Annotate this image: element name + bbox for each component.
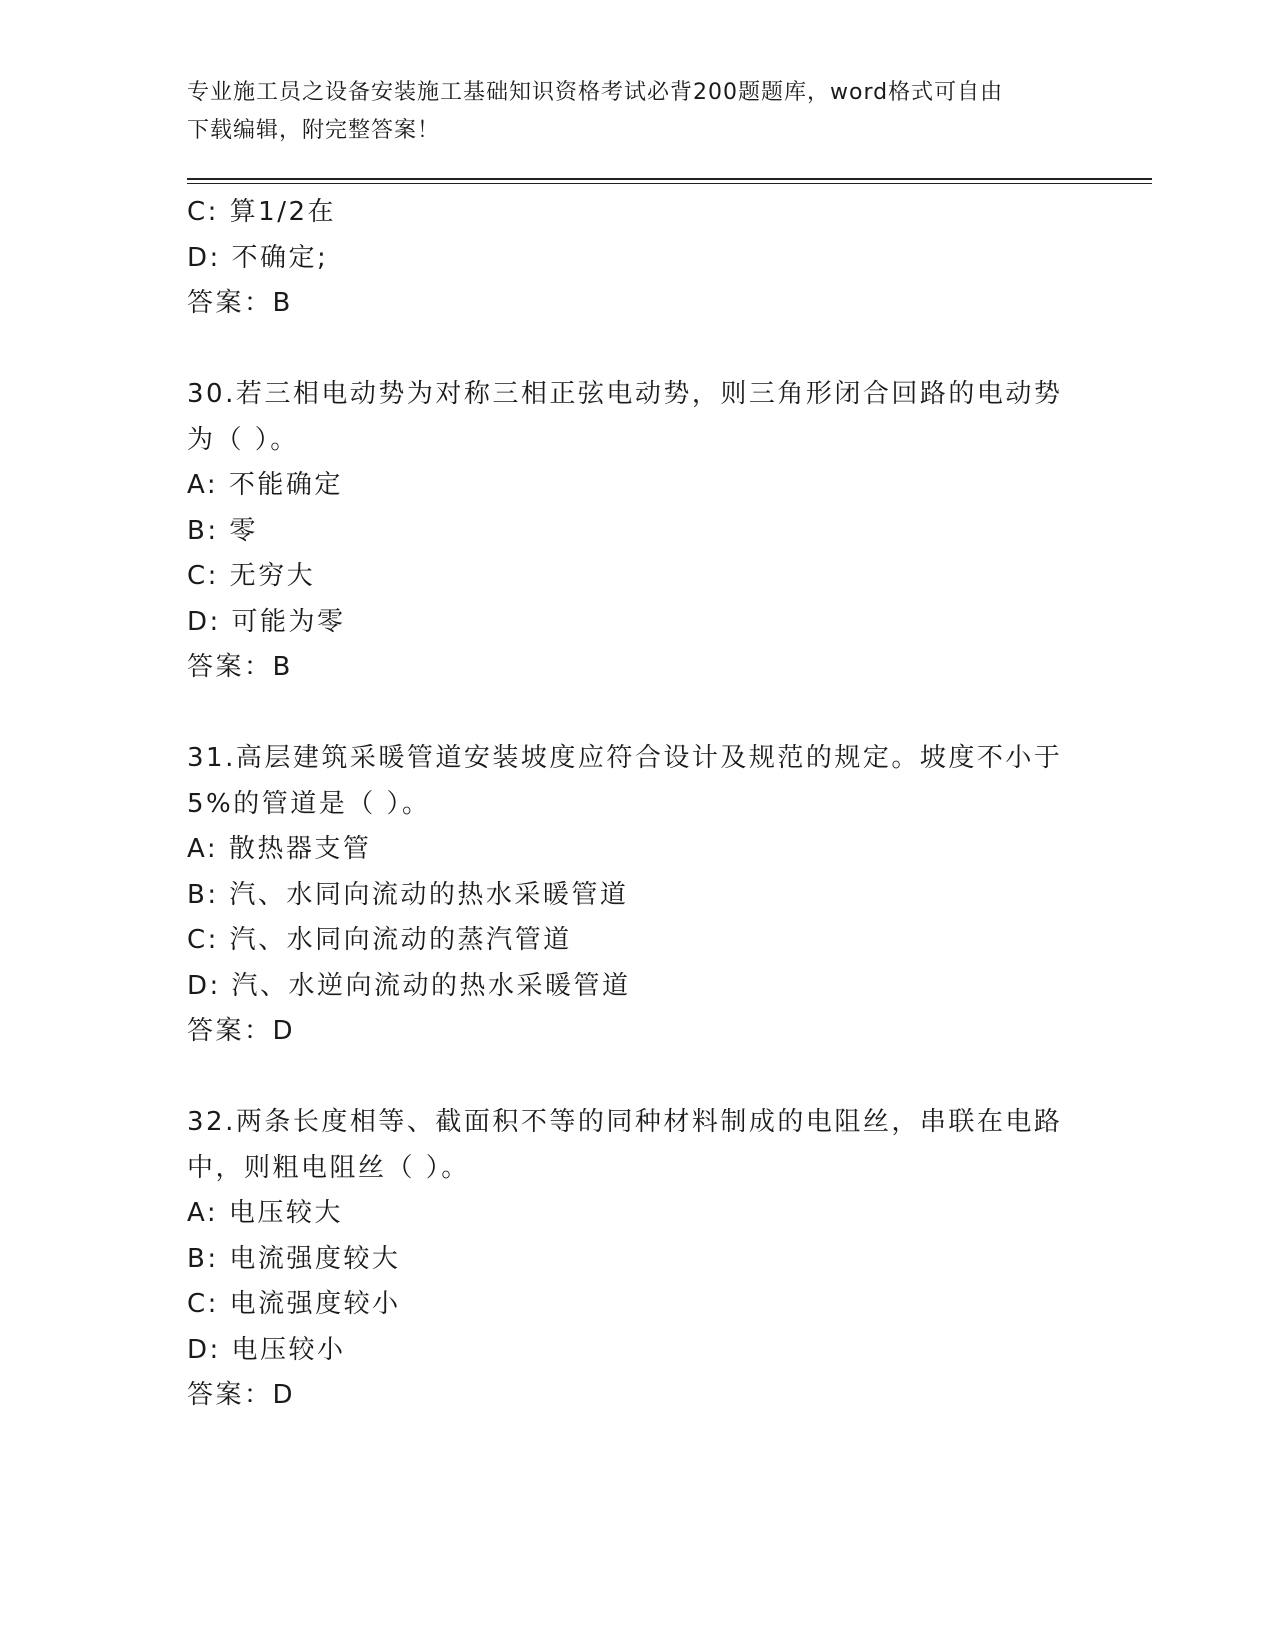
option-d: D: 汽、水逆向流动的热水采暖管道 [187,970,631,1001]
option-c: C: 汽、水同向流动的蒸汽管道 [187,925,572,955]
option-b: B: 汽、水同向流动的热水采暖管道 [187,879,629,910]
question-block-30 [187,372,1087,691]
question-text-line-1: 32.两条长度相等、截面积不等的同种材料制成的电阻丝，串联在电路 [187,1107,1063,1137]
header-line-2: 下载编辑，附完整答案！ [187,118,441,143]
question-block-32 [187,1100,1087,1419]
option-b: B: 零 [187,515,258,546]
prev-option-d: D: 不确定; [187,242,329,273]
answer: 答案：D [187,1016,296,1046]
header-rule-thin [187,183,1152,184]
question-text-line-1: 31.高层建筑采暖管道安装坡度应符合设计及规范的规定。坡度不小于 [187,743,1063,773]
header-rule-thick [187,178,1152,180]
answer: 答案：B [187,652,293,682]
question-text-line-1: 30.若三相电动势为对称三相正弦电动势，则三角形闭合回路的电动势 [187,379,1063,409]
question-text-line-2: 为（ ）。 [187,424,299,455]
option-a: A: 不能确定 [187,470,343,500]
answer: 答案：D [187,1380,296,1410]
prev-option-c: C: 算1/2在 [187,197,337,227]
option-d: D: 可能为零 [187,606,346,637]
question-text-line-2: 5%的管道是（ ）。 [187,788,431,819]
page-header [187,74,1087,150]
header-line-1: 专业施工员之设备安装施工基础知识资格考试必背200题题库，word格式可自由 [187,80,1004,105]
document-body [187,190,1087,1419]
option-c: C: 电流强度较小 [187,1289,401,1319]
option-d: D: 电压较小 [187,1334,346,1365]
option-b: B: 电流强度较大 [187,1243,401,1274]
option-c: C: 无穷大 [187,561,316,591]
option-a: A: 散热器支管 [187,834,372,864]
question-text-line-2: 中，则粗电阻丝（ ）。 [187,1152,470,1183]
question-block-31 [187,736,1087,1055]
prev-answer: 答案：B [187,288,293,318]
option-a: A: 电压较大 [187,1198,343,1228]
